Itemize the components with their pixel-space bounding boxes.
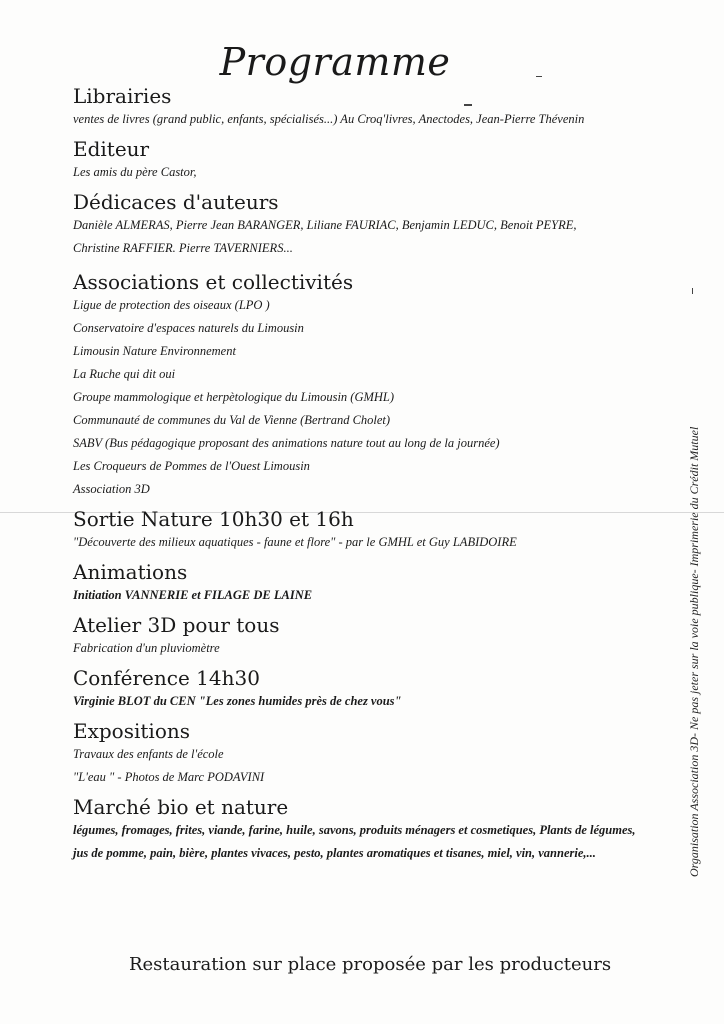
section-line: Travaux des enfants de l'école <box>73 747 224 761</box>
programme-content <box>73 84 688 865</box>
section-sortie-nature <box>73 507 688 554</box>
section-line: Limousin Nature Environnement <box>73 344 236 358</box>
section-line: Ligue de protection des oiseaux (LPO ) <box>73 298 270 312</box>
section-heading: Atelier 3D pour tous <box>73 613 280 637</box>
section-line: Les amis du père Castor, <box>73 165 197 179</box>
section-editeur <box>73 137 688 184</box>
section-heading: Animations <box>73 560 188 584</box>
section-animations <box>73 560 688 607</box>
footer-note: Restauration sur place proposée par les producteurs <box>128 954 612 975</box>
section-expositions <box>73 719 688 789</box>
section-line: Virginie BLOT du CEN "Les zones humides près de chez vous" <box>73 694 402 708</box>
speck-mark <box>692 288 693 294</box>
section-line: Conservatoire d'espaces naturels du Limousin <box>73 321 304 335</box>
sidebar-credits: Organisation Association 3D- Ne pas jeter sur la voie publique- Imprimerie du Crédit Mutuel <box>687 426 701 877</box>
page-title: Programme <box>219 40 451 84</box>
section-line: ventes de livres (grand public, enfants, spécialisés...) Au Croq'livres, Anectodes, Jean-Pierre Thévenin <box>73 112 585 126</box>
section-line: Les Croqueurs de Pommes de l'Ouest Limousin <box>73 459 310 473</box>
section-line: Danièle ALMERAS, Pierre Jean BARANGER, Liliane FAURIAC, Benjamin LEDUC, Benoit PEYRE, <box>73 218 577 232</box>
section-line: "Découverte des milieux aquatiques - faune et flore" - par le GMHL et Guy LABIDOIRE <box>73 535 517 549</box>
section-heading: Sortie Nature 10h30 et 16h <box>73 507 354 531</box>
section-line: Association 3D <box>73 482 150 496</box>
section-line: Communauté de communes du Val de Vienne (Bertrand Cholet) <box>73 413 391 427</box>
section-heading: Marché bio et nature <box>73 795 289 819</box>
section-line: Groupe mammologique et herpètologique du Limousin (GMHL) <box>73 390 395 404</box>
section-line: jus de pomme, pain, bière, plantes vivaces, pesto, plantes aromatiques et tisanes, miel, vin, vannerie,... <box>73 846 596 860</box>
section-heading: Dédicaces d'auteurs <box>73 190 279 214</box>
section-atelier <box>73 613 688 660</box>
section-line: La Ruche qui dit oui <box>73 367 176 381</box>
section-heading: Editeur <box>73 137 150 161</box>
section-librairies <box>73 84 688 131</box>
section-associations <box>73 270 688 501</box>
section-dedicaces <box>73 190 688 260</box>
section-heading: Expositions <box>73 719 191 743</box>
section-line: Fabrication d'un pluviomètre <box>73 641 220 655</box>
section-line: "L'eau " - Photos de Marc PODAVINI <box>73 770 265 784</box>
spacer <box>73 260 688 270</box>
section-heading: Associations et collectivités <box>73 270 354 294</box>
section-conference <box>73 666 688 713</box>
section-line: SABV (Bus pédagogique proposant des animations nature tout au long de la journée) <box>73 436 500 450</box>
section-line: Initiation VANNERIE et FILAGE DE LAINE <box>73 588 313 602</box>
section-heading: Conférence 14h30 <box>73 666 260 690</box>
section-line: Christine RAFFIER. Pierre TAVERNIERS... <box>73 241 293 255</box>
section-heading: Librairies <box>73 84 172 108</box>
section-marche <box>73 795 688 865</box>
section-line: légumes, fromages, frites, viande, farine, huile, savons, produits ménagers et cosmetiques, Plants de légumes, <box>73 823 636 837</box>
